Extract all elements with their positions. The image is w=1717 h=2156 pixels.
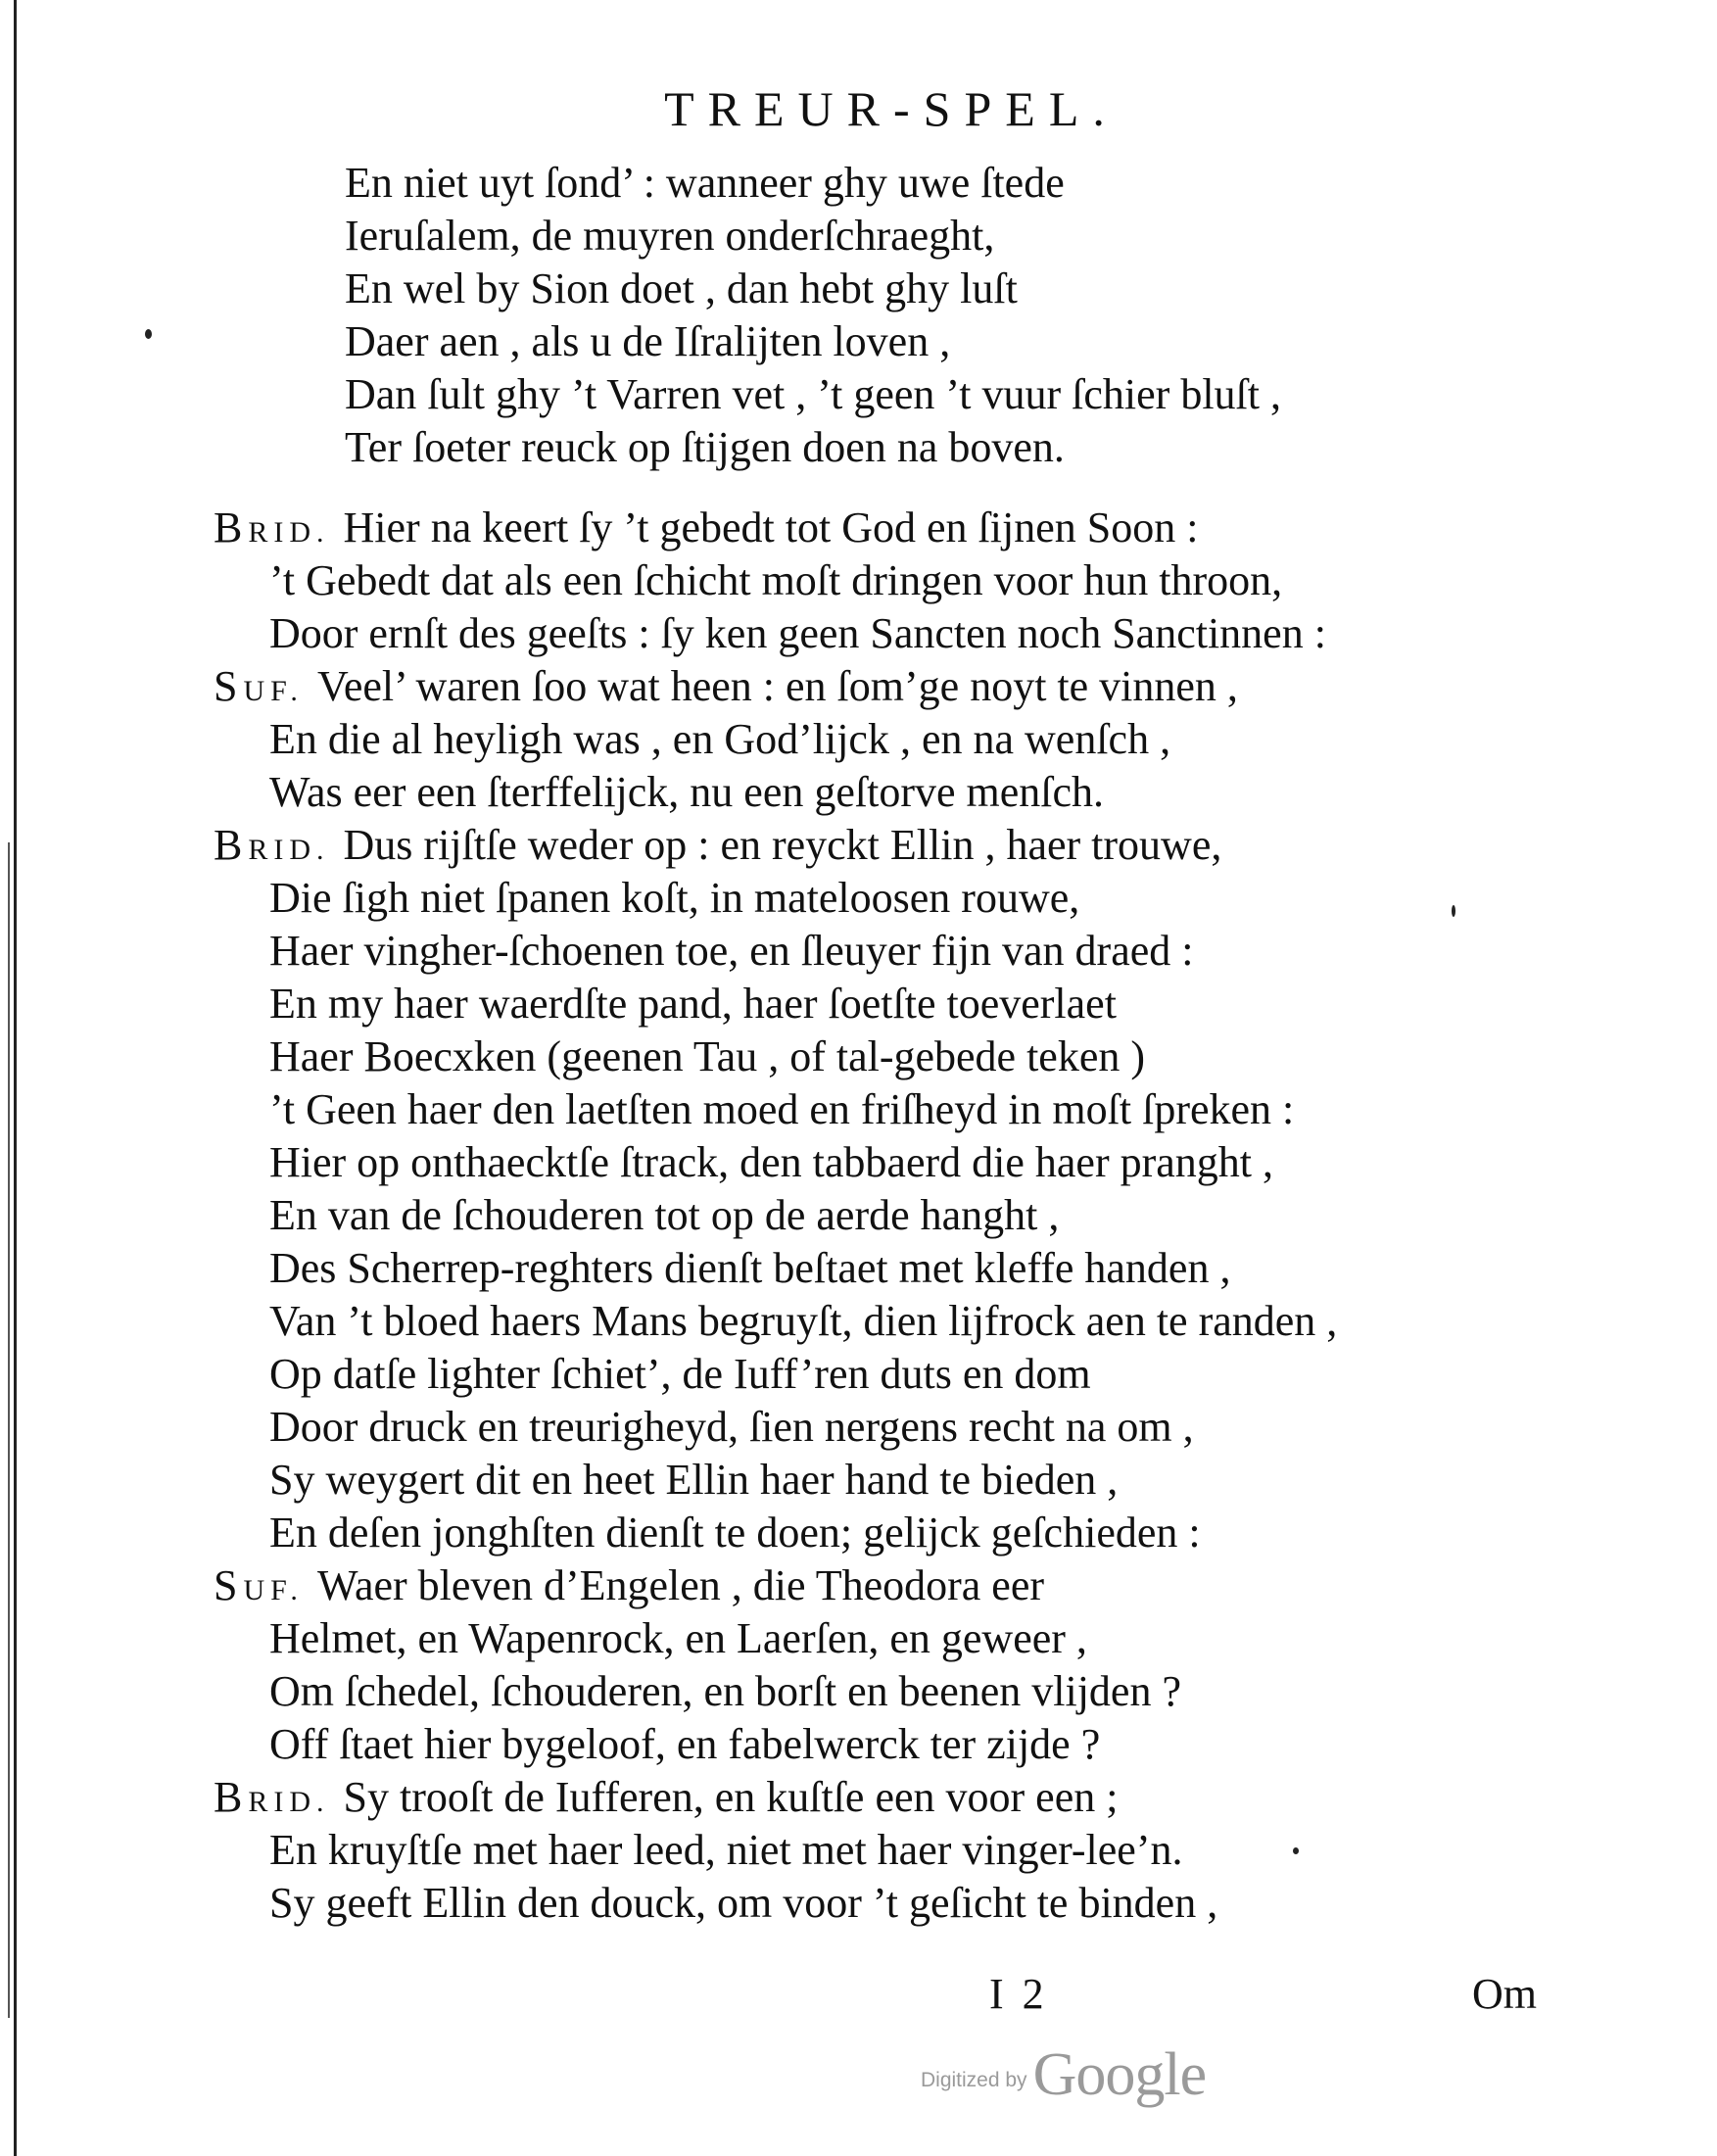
speaker-label: SUF.: [214, 1561, 304, 1609]
line-text: ’t Gebedt dat als een ſchicht moſt dringen voor hun throon,: [269, 556, 1283, 604]
line-text: Was eer een ſterffelijck, nu een geſtorve menſch.: [269, 768, 1105, 816]
verse-line: [269, 766, 1104, 819]
digitized-watermark: [921, 2040, 1206, 2110]
verse-line: [269, 1718, 1100, 1771]
line-text: Ter ſoeter reuck op ſtijgen doen na boven.: [345, 423, 1065, 471]
line-text: ’t Geen haer den laetſten moed en friſheyd in moſt ſpreken :: [269, 1085, 1295, 1133]
line-text: Om ſchedel, ſchouderen, en borſt en beenen vlijden ?: [269, 1667, 1181, 1715]
verse-line: [345, 315, 950, 368]
speaker-label: BRID.: [214, 1773, 330, 1821]
line-text: Sy geeft Ellin den douck, om voor ’t geſicht te binden ,: [269, 1879, 1218, 1927]
line-text: Off ſtaet hier bygeloof, en fabelwerck ter zijde ?: [269, 1720, 1101, 1768]
line-text: En van de ſchouderen tot op de aerde hanght ,: [269, 1191, 1060, 1239]
verse-line: [345, 210, 994, 263]
verse-line: [269, 978, 1117, 1030]
verse-line: [269, 713, 1170, 766]
verse-line: [269, 1454, 1118, 1507]
line-text: En my haer waerdſte pand, haer ſoetſte toeverlaet: [269, 980, 1117, 1028]
line-text: En die al heyligh was , en God’lijck , en na wenſch ,: [269, 715, 1171, 763]
line-text: Dus rijſtſe weder op : en reyckt Ellin , haer trouwe,: [343, 821, 1222, 869]
line-text: Veel’ waren ſoo wat heen : en ſom’ge noyt te vinnen ,: [316, 662, 1238, 710]
watermark-prefix: Digitized by: [921, 2069, 1027, 2091]
line-text: Waer bleven d’Engelen , die Theodora eer: [316, 1561, 1045, 1609]
verse-line: [269, 925, 1194, 978]
running-header: TREUR-SPEL.: [664, 81, 1119, 136]
line-text: Dan ſult ghy ’t Varren vet , ’t geen ’t vuur ſchier bluſt ,: [345, 370, 1281, 418]
speaker-label: BRID.: [214, 503, 330, 551]
line-text: Die ſigh niet ſpanen koſt, in mateloosen rouwe,: [269, 874, 1080, 922]
verse-line: [345, 263, 1018, 315]
verse-line: [345, 421, 1065, 474]
binding-edge: [14, 0, 17, 2156]
line-text: Door ernſt des geeſts : ſy ken geen Sancten noch Sanctinnen :: [269, 609, 1326, 657]
verse-line: [269, 1083, 1294, 1136]
line-text: En wel by Sion doet , dan hebt ghy luſt: [345, 264, 1018, 312]
speaker-label: BRID.: [214, 821, 330, 869]
line-text: En niet uyt ſond’ : wanneer ghy uwe ſtede: [345, 159, 1065, 207]
line-text: Des Scherrep-reghters dienſt beſtaet met kleffe handen ,: [269, 1244, 1231, 1292]
speech-line-with-speaker: [214, 660, 1238, 718]
verse-line: [345, 368, 1281, 421]
line-text: Door druck en treurigheyd, ſien nergens recht na om ,: [269, 1403, 1194, 1451]
verse-line: [269, 1877, 1217, 1930]
speech-line-with-speaker: [214, 1559, 1044, 1617]
google-logo: Google: [1032, 2041, 1207, 2108]
verse-line: [269, 607, 1326, 660]
line-text: En kruyſtſe met haer leed, niet met haer vinger-lee’n.: [269, 1826, 1183, 1874]
catchword: Om: [1472, 1970, 1537, 2018]
line-text: Hier op onthaecktſe ſtrack, den tabbaerd die haer pranght ,: [269, 1138, 1273, 1186]
verse-line: [269, 1242, 1230, 1295]
line-text: Haer vingher-ſchoenen toe, en ſleuyer fijn van draed :: [269, 927, 1194, 975]
verse-line: [269, 1030, 1145, 1083]
line-text: Van ’t bloed haers Mans begruyſt, dien lijfrock aen te randen ,: [269, 1297, 1338, 1345]
scan-speck: [145, 329, 152, 339]
speech-line-with-speaker: [214, 819, 1221, 877]
speaker-label: SUF.: [214, 662, 304, 710]
verse-line: [269, 1189, 1059, 1242]
line-text: Op datſe lighter ſchiet’, de Iuff’ren duts en dom: [269, 1350, 1091, 1398]
line-text: Ieruſalem, de muyren onderſchraeght,: [345, 212, 995, 260]
line-text: Haer Boecxken (geenen Tau , of tal-gebede teken ): [269, 1032, 1146, 1080]
line-text: En deſen jonghſten dienſt te doen; gelijck geſchieden :: [269, 1509, 1201, 1557]
scan-speck: [1452, 905, 1455, 917]
verse-line: [269, 1401, 1194, 1454]
verse-line: [345, 157, 1065, 210]
binding-edge-inner: [8, 842, 10, 2018]
verse-line: [269, 1295, 1337, 1348]
line-text: Sy weygert dit en heet Ellin haer hand te bieden ,: [269, 1456, 1119, 1504]
scan-speck: [1293, 1847, 1299, 1854]
verse-line: [269, 554, 1282, 607]
speech-line-with-speaker: [214, 502, 1198, 559]
verse-line: [269, 1665, 1181, 1718]
verse-line: [269, 1612, 1087, 1665]
verse-line: [269, 872, 1079, 925]
signature-mark: I 2: [989, 1970, 1048, 2018]
line-text: Daer aen , als u de Iſralijten loven ,: [345, 317, 951, 365]
verse-line: [269, 1824, 1183, 1877]
line-text: Sy trooſt de Iufferen, en kuſtſe een voor een ;: [343, 1773, 1119, 1821]
line-text: Helmet, en Wapenrock, en Laerſen, en geweer ,: [269, 1614, 1087, 1662]
verse-line: [269, 1507, 1201, 1559]
line-text: Hier na keert ſy ’t gebedt tot God en ſijnen Soon :: [343, 503, 1199, 551]
speech-line-with-speaker: [214, 1771, 1118, 1829]
verse-line: [269, 1136, 1273, 1189]
verse-line: [269, 1348, 1091, 1401]
